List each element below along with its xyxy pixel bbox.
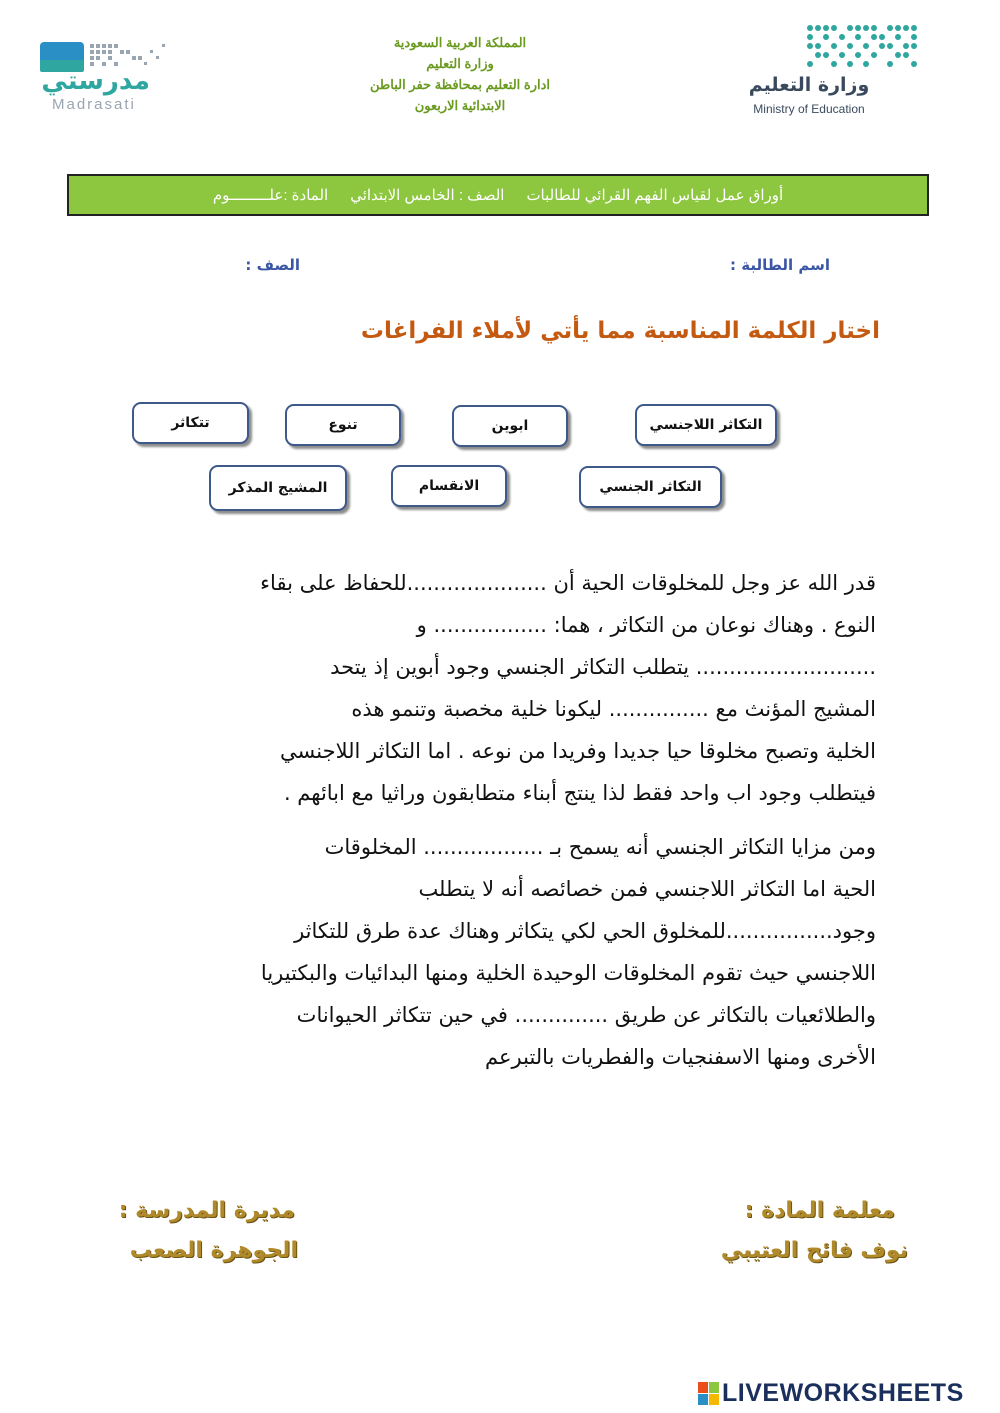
banner-title: أوراق عمل لقياس الفهم القرائي للطالبات bbox=[526, 187, 784, 204]
teacher-title: معلمة المادة : bbox=[744, 1198, 895, 1223]
header-line: المملكة العربية السعودية bbox=[393, 35, 527, 50]
paragraph-line: قدر الله عز وجل للمخلوقات الحية أن .....................للحفاظ على بقاء bbox=[260, 571, 876, 595]
paragraph-two bbox=[118, 826, 876, 1078]
liveworksheets-brand: LIVEWORKSHEETS bbox=[722, 1378, 964, 1407]
principal-name: الجوهرة الصعب bbox=[129, 1238, 298, 1263]
paragraph-line: الخلية وتصبح مخلوقا حيا جديدا وفريدا من نوعه . اما التكاثر اللاجنسي bbox=[280, 739, 876, 763]
ministry-dots-icon bbox=[806, 24, 924, 68]
liveworksheets-logo bbox=[698, 1378, 994, 1408]
paragraph-line: فيتطلب وجود اب واحد فقط لذا ينتج أبناء متطابقون وراثيا مع ابائهم . bbox=[283, 781, 876, 805]
banner-subject: المادة :علـــــــــوم bbox=[212, 187, 329, 204]
header-lines bbox=[330, 32, 590, 116]
paragraph-line: الأخرى ومنها الاسفنجيات والفطريات بالتبرعم bbox=[485, 1045, 876, 1069]
student-class-label: الصف : bbox=[245, 256, 300, 274]
madrasati-logo-arabic: مدرستي bbox=[41, 66, 150, 96]
header-line: الابتدائية الاربعون bbox=[414, 98, 506, 113]
paragraph-line: وجود................للمخلوق الحي لكي يتكاثر وهناك عدة طرق للتكاثر bbox=[294, 919, 876, 943]
paragraph-one bbox=[118, 562, 876, 814]
madrasati-logo bbox=[38, 40, 188, 115]
liveworksheets-icon bbox=[698, 1382, 718, 1404]
teacher-name: نوف فائح العتيبي bbox=[720, 1238, 908, 1263]
ministry-logo bbox=[740, 24, 930, 124]
ministry-logo-english: Ministry of Education bbox=[753, 102, 865, 116]
paragraph-line: النوع . وهناك نوعان من التكاثر ، هما: ................. و bbox=[416, 613, 876, 637]
student-name-label: اسم الطالبة : bbox=[730, 256, 830, 274]
paragraph-line: المشيج المؤنث مع ............... ليكونا خلية مخصبة وتنمو هذه bbox=[351, 697, 876, 721]
worksheet-banner bbox=[67, 174, 929, 216]
header-line: ادارة التعليم بمحافظة حفر الباطن bbox=[369, 77, 550, 92]
ministry-logo-arabic: وزارة التعليم bbox=[748, 74, 870, 96]
madrasati-logo-english: Madrasati bbox=[52, 96, 136, 113]
word-chip[interactable]: ابوين bbox=[452, 405, 568, 447]
word-chip[interactable]: التكاثر اللاجنسي bbox=[635, 404, 777, 446]
header-line: وزارة التعليم bbox=[426, 56, 494, 71]
word-chip[interactable]: تنوع bbox=[285, 404, 401, 446]
word-chip[interactable]: تتكاثر bbox=[132, 402, 249, 444]
banner-grade: الصف : الخامس الابتدائي bbox=[350, 187, 505, 204]
paragraph-line: والطلائعيات بالتكاثر عن طريق .............. في حين تتكاثر الحيوانات bbox=[296, 1003, 876, 1027]
paragraph-line: الحية اما التكاثر اللاجنسي فمن خصائصه أنه لا يتطلب bbox=[418, 877, 876, 901]
paragraph-line: ........................... يتطلب التكاثر الجنسي وجود أبوين إذ يتحد bbox=[330, 655, 876, 679]
paragraph-line: ومن مزايا التكاثر الجنسي أنه يسمح بـ .................. المخلوقات bbox=[324, 835, 876, 859]
word-chip[interactable]: المشيج المذكر bbox=[209, 465, 347, 511]
principal-title: مديرة المدرسة : bbox=[118, 1198, 295, 1223]
word-chip[interactable]: الانقسام bbox=[391, 465, 507, 507]
paragraph-line: اللاجنسي حيث تقوم المخلوقات الوحيدة الخلية ومنها البدائيات والبكتيريا bbox=[260, 961, 876, 985]
word-chip[interactable]: التكاثر الجنسي bbox=[579, 466, 722, 508]
instruction-heading: اختار الكلمة المناسبة مما يأتي لأملاء الفراغات bbox=[360, 318, 880, 344]
